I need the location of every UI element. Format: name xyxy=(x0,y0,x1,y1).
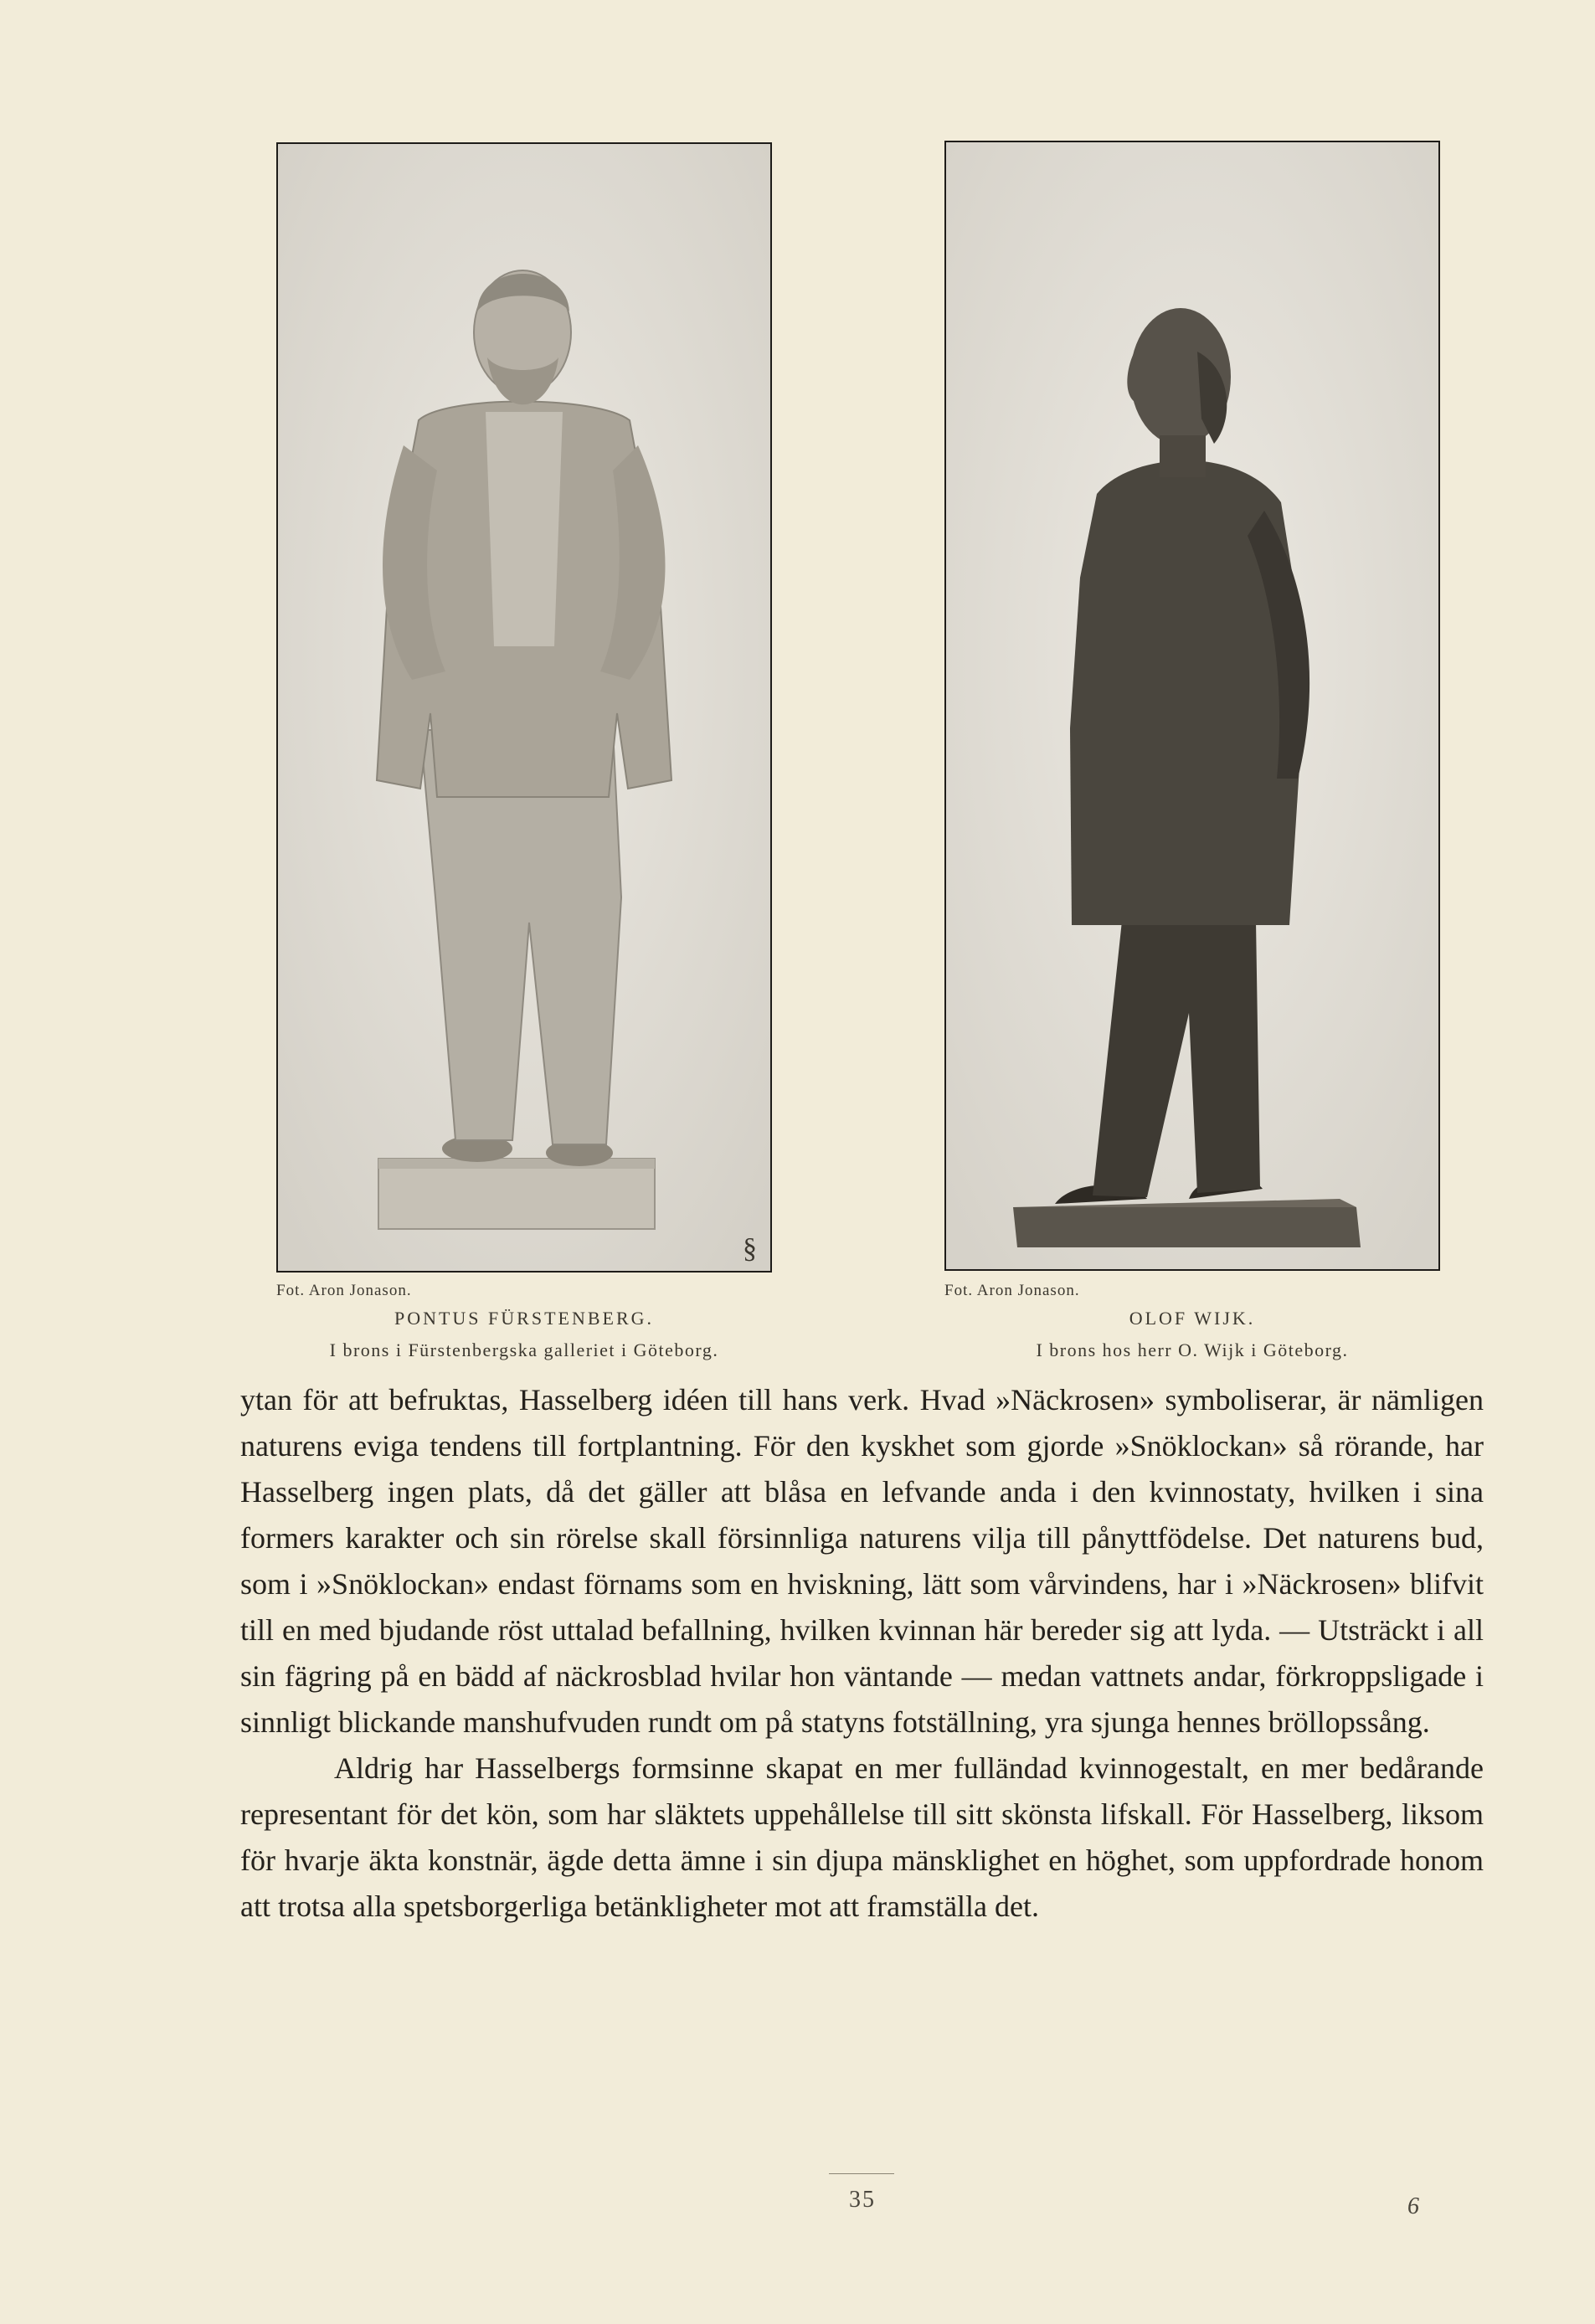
paragraph: ytan för att befruktas, Hasselberg idéen till hans verk. Hvad »Näckrosen» symboliserar, är nämligen naturens eviga tendens till fortplantning. För den kyskhet som gjorde »Snöklockan» så rörande, har Hasselberg ingen plats, då det gäller att blåsa en lefvande anda i den kvinnostaty, hvilken i sina formers karakter och sin rörelse skall försinnliga naturens vilja till pånyttfödelse. Det naturens bud, som i »Snöklockan» endast förnams som en hviskning, lätt som vårvindens, har i »Näckrosen» blifvit till en med bjudande röst uttalad befallning, hvilken kvinnan här bereder sig att lyda. — Utsträckt i all sin fägring på en bädd af näckrosblad hvilar hon väntande — medan vattnets andar, förkroppsligade i sinnligt blickande manshufvuden rundt om på statyns fotställning, yra sjunga hennes bröllopssång. xyxy=(240,1383,1484,1739)
page-number-rule xyxy=(829,2173,894,2174)
caption-note-left: I brons i Fürstenbergska galleriet i Göteborg. xyxy=(329,1339,719,1360)
body-text xyxy=(240,1377,1484,1930)
statue-photo-pontus-furstenberg xyxy=(276,142,772,1273)
paragraph: Aldrig har Hasselbergs formsinne skapat en mer fulländad kvinnogestalt, en mer bedårande representant för det kön, som har släktets uppehållelse till sitt skönsta lifskall. För Hasselberg, liksom för hvarje äkta konstnär, ägde detta ämne i sin djupa mänsklighet en höghet, som uppfordrade honom att trotsa alla spetsborgerliga betänkligheter mot att framställa det. xyxy=(240,1751,1484,1923)
svg-text:§: § xyxy=(743,1233,757,1264)
profile-statue-illustration xyxy=(946,142,1438,1269)
signature-mark: 6 xyxy=(1407,2193,1419,2219)
caption-title-right: OLOF WIJK. xyxy=(1129,1308,1256,1329)
statue-photo-olof-wijk xyxy=(944,141,1440,1271)
page-number: 35 xyxy=(849,2187,876,2213)
photo-credit-left: Fot. Aron Jonason. xyxy=(276,1282,412,1299)
standing-statue-illustration xyxy=(278,144,770,1271)
caption-note-right: I brons hos herr O. Wijk i Göteborg. xyxy=(1036,1339,1349,1360)
caption-title-left: PONTUS FÜRSTENBERG. xyxy=(394,1308,655,1329)
photo-credit-right: Fot. Aron Jonason. xyxy=(944,1282,1080,1299)
